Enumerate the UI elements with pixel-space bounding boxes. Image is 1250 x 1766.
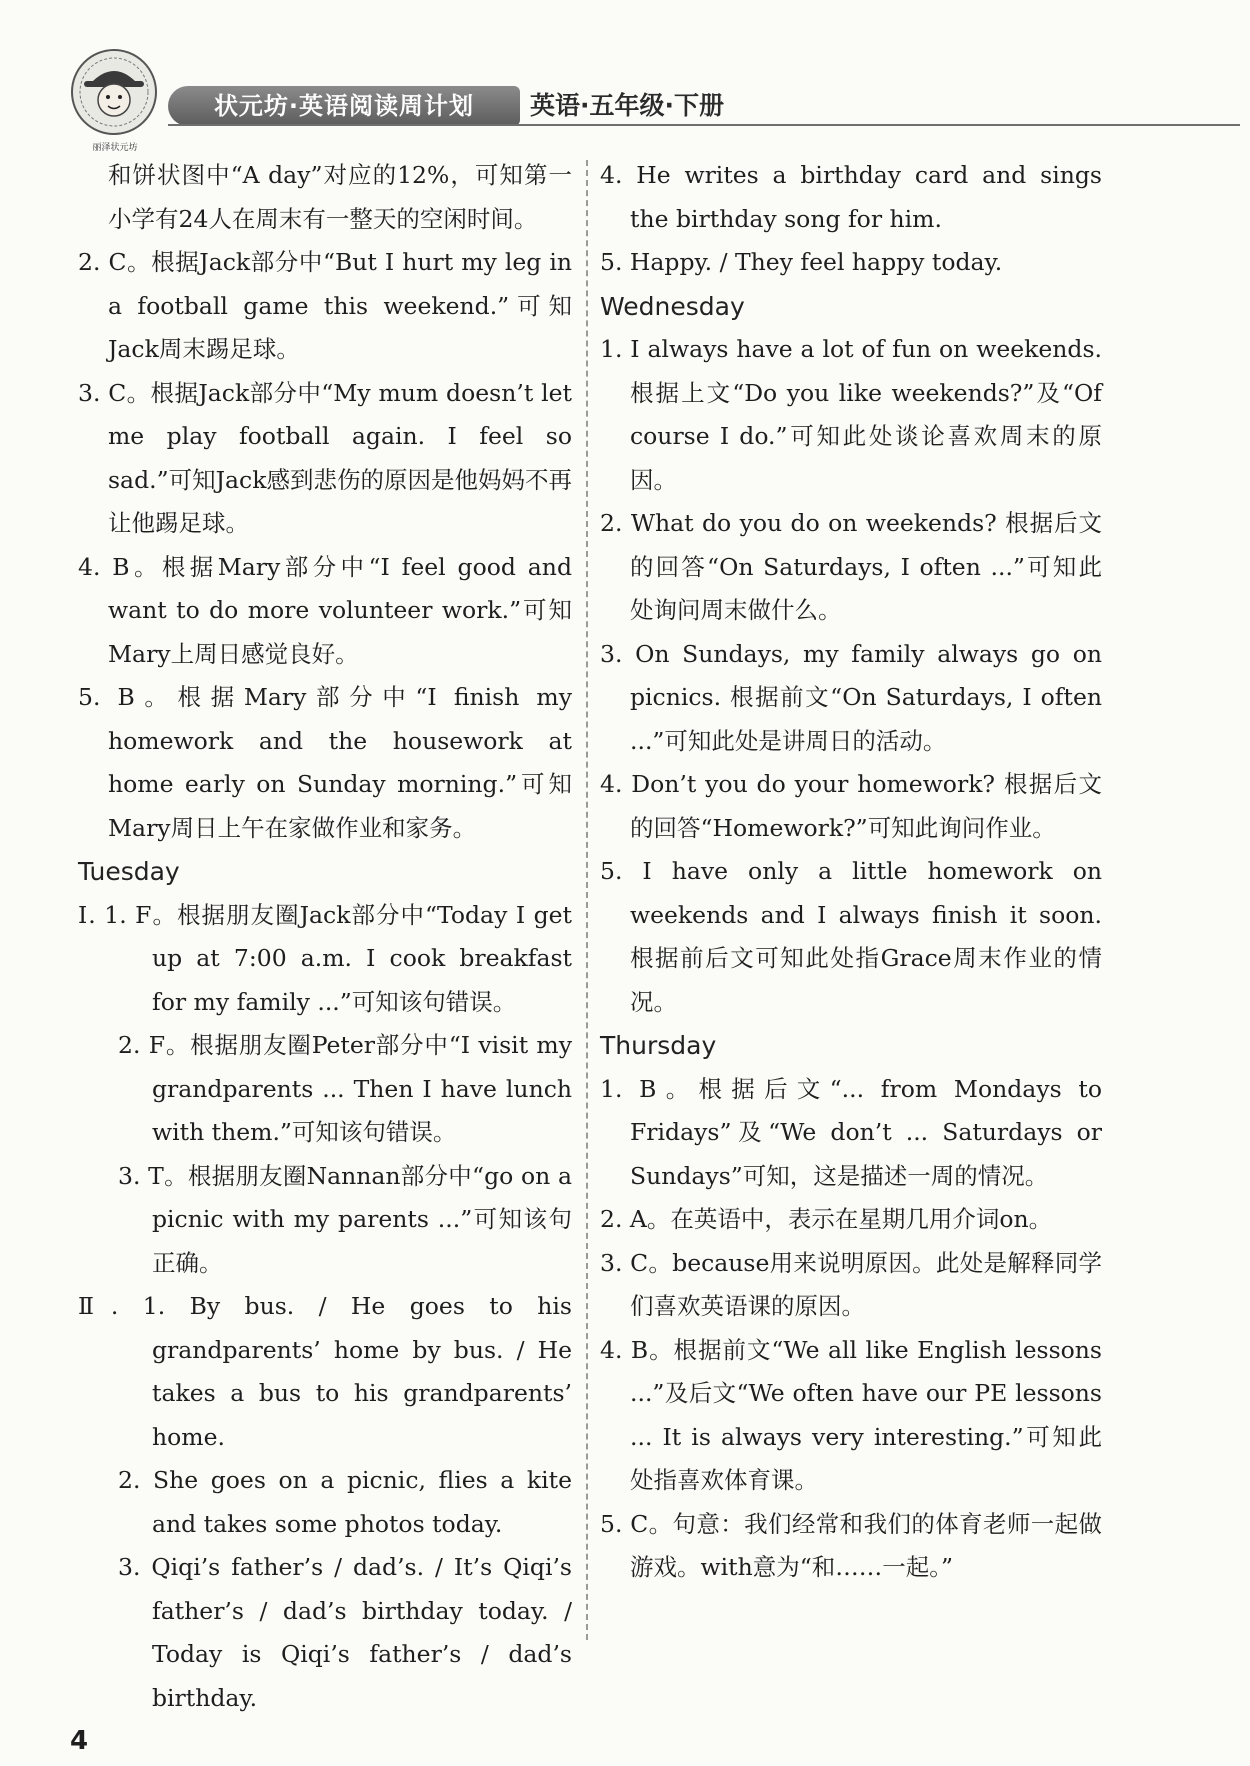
page-number: 4	[70, 1726, 89, 1756]
column-divider	[586, 160, 588, 1640]
answer-item: Ⅱ. 1. By bus. / He goes to his grandparents’ home by bus. / He takes a bus to his grandparents’ home.	[78, 1292, 572, 1451]
logo-caption: 丽泽状元坊	[92, 143, 138, 153]
answer-item: 4. Don’t you do your homework? 根据后文的回答“Homework?”可知此询问作业。	[600, 770, 1102, 842]
answer-item: 2. What do you do on weekends? 根据后文的回答“On Saturdays, I often ...”可知此处询问周末做什么。	[600, 509, 1102, 624]
answer-item: 5. Happy. / They feel happy today.	[600, 248, 1003, 276]
answer-item: 5. B。根据Mary部分中“I finish my homework and the housework at home early on Sunday morning.”可知Mary周日上午在家做作业和家务。	[78, 683, 572, 842]
day-heading-wednesday: Wednesday	[600, 291, 745, 321]
answer-item: 5. C。句意：我们经常和我们的体育老师一起做游戏。with意为“和……一起。”	[600, 1509, 1102, 1581]
left-column	[78, 154, 572, 1720]
mascot-logo-icon	[70, 48, 158, 136]
answer-item: Ⅰ. 1. F。根据朋友圈Jack部分中“Today I get up at 7:00 a.m. I cook breakfast for my family ...”可知该句错误。	[78, 900, 572, 1016]
day-heading-thursday: Thursday	[600, 1031, 717, 1060]
answer-item: 3. T。根据朋友圈Nannan部分中“go on a picnic with my parents ...”可知该句正确。	[118, 1161, 572, 1277]
answer-item: 3. C。because用来说明原因。此处是解释同学们喜欢英语课的原因。	[600, 1248, 1102, 1320]
answer-item: 1. I always have a lot of fun on weekends. 根据上文“Do you like weekends?”及“Of course I do.”可知此处谈论喜欢周末的原因。	[600, 335, 1102, 494]
subject-label: 英语·五年级·下册	[530, 91, 724, 120]
answer-item: 3. On Sundays, my family always go on picnics. 根据前文“On Saturdays, I often ...”可知此处是讲周日的活动。	[600, 639, 1102, 755]
answer-item: 1. B。根据后文“... from Mondays to Fridays”及“We don’t ... Saturdays or Sundays”可知，这是描述一周的情况。	[600, 1074, 1102, 1190]
series-title-banner: 状元坊·英语阅读周计划	[168, 86, 520, 126]
right-column	[600, 154, 1102, 1590]
answer-item: 3. C。根据Jack部分中“My mum doesn’t let me play football again. I feel so sad.”可知Jack感到悲伤的原因是他妈妈不再让他踢足球。	[78, 378, 572, 537]
answer-item: 2. C。根据Jack部分中“But I hurt my leg in a football game this weekend.”可知Jack周末踢足球。	[78, 248, 572, 363]
answer-item: 2. F。根据朋友圈Peter部分中“I visit my grandparents ... Then I have lunch with them.”可知该句错误。	[118, 1031, 572, 1146]
answer-item: 4. B。根据Mary部分中“I feel good and want to do more volunteer work.”可知Mary上周日感觉良好。	[78, 552, 572, 668]
header-rule	[168, 124, 1240, 126]
answer-item: 5. I have only a little homework on weekends and I always finish it soon. 根据前后文可知此处指Grace周末作业的情况。	[600, 857, 1102, 1016]
answer-item: 2. She goes on a picnic, flies a kite and takes some photos today.	[118, 1466, 572, 1538]
answer-item: 2. A。在英语中，表示在星期几用介词on。	[600, 1205, 1053, 1233]
day-heading-tuesday: Tuesday	[78, 857, 180, 886]
page-header	[0, 0, 1250, 160]
answer-item: 3. Qiqi’s father’s / dad’s. / It’s Qiqi’s father’s / dad’s birthday today. / Today is Qiqi’s father’s / dad’s birthday.	[118, 1553, 572, 1712]
answer-item: 4. He writes a birthday card and sings the birthday song for him.	[600, 161, 1102, 233]
answer-item: 和饼状图中“A day”对应的12%，可知第一小学有24人在周末有一整天的空闲时间。	[108, 161, 572, 233]
answer-item: 4. B。根据前文“We all like English lessons ...”及后文“We often have our PE lessons ... It is always very interesting.”可知此处指喜欢体育课。	[600, 1335, 1102, 1494]
